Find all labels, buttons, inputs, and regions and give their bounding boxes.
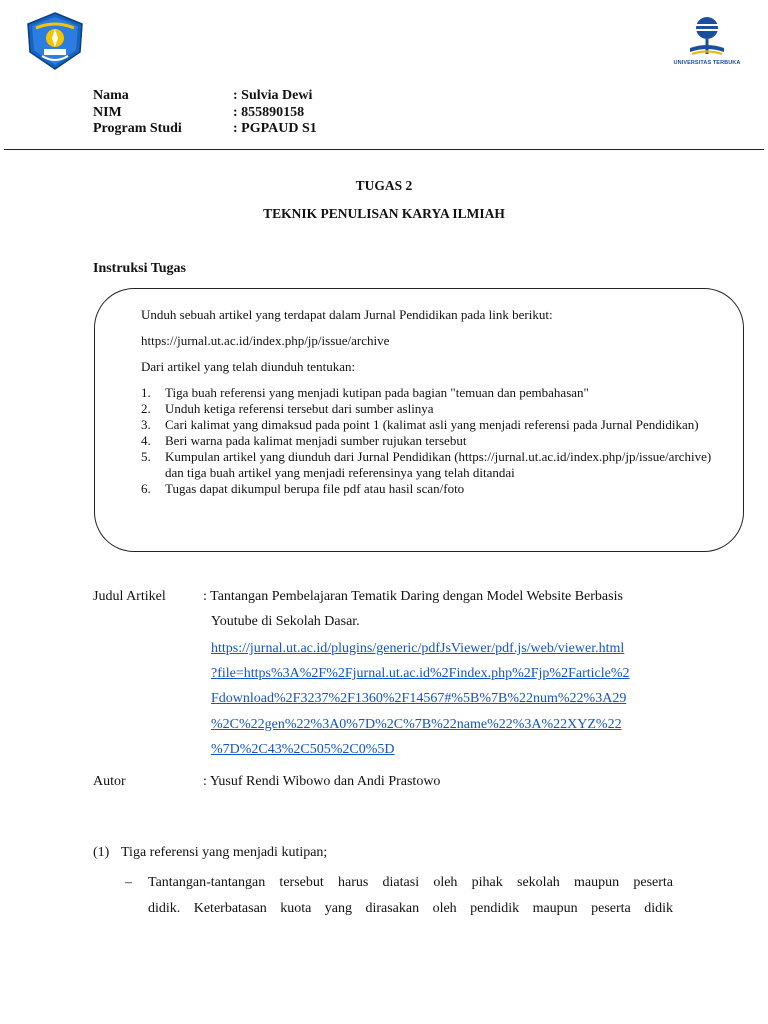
list-item <box>141 401 731 417</box>
article-link-line[interactable]: Fdownload%2F3237%2F1360%2F14567#%5B%7B%22num%22%3A29 <box>211 691 627 707</box>
name-value: : Sulvia Dewi <box>233 88 313 103</box>
instructions-url: https://jurnal.ut.ac.id/index.php/jp/issue/archive <box>141 333 390 348</box>
list-item-number: 3. <box>141 417 151 432</box>
section1-number: (1) <box>93 845 110 860</box>
list-item-text: Beri warna pada kalimat menjadi sumber rujukan tersebut <box>165 433 467 448</box>
article-link-line[interactable]: %7D%2C43%2C505%2C0%5D <box>211 741 395 757</box>
list-item-text: Cari kalimat yang dimaksud pada point 1 (kalimat asli yang menjadi referensi pada Jurnal Pendidikan) <box>165 417 699 432</box>
list-item <box>141 481 731 497</box>
article-title-block <box>93 585 693 635</box>
article-title-line1: : Tantangan Pembelajaran Tematik Daring dengan Model Website Berbasis <box>203 589 623 604</box>
instructions-lead: Dari artikel yang telah diunduh tentukan: <box>141 359 356 374</box>
kemdikbud-logo <box>24 12 86 70</box>
article-link-line[interactable]: %2C%22gen%22%3A0%7D%2C%7B%22name%22%3A%22XYZ%22 <box>211 716 622 732</box>
article-link-line[interactable]: ?file=https%3A%2F%2Fjurnal.ut.ac.id%2Findex.php%2Fjp%2Farticle%2 <box>211 666 630 682</box>
instructions-content <box>141 307 731 497</box>
program-row <box>93 121 317 138</box>
author-value: : Yusuf Rendi Wibowo dan Andi Prastowo <box>203 774 441 789</box>
list-item <box>141 417 731 433</box>
list-item-text: Tiga buah referensi yang menjadi kutipan pada bagian "temuan dan pembahasan" <box>165 385 589 400</box>
author-block <box>93 770 693 796</box>
ut-logo-text: UNIVERSITAS TERBUKA <box>673 60 741 66</box>
nim-label: NIM <box>93 104 122 120</box>
author-label: Autor <box>93 774 126 789</box>
instructions-list <box>141 385 731 497</box>
ut-logo <box>670 14 744 70</box>
section1-bullet <box>125 870 673 922</box>
instructions-intro: Unduh sebuah artikel yang terdapat dalam Jurnal Pendidikan pada link berikut: <box>141 307 553 322</box>
list-item <box>141 449 731 481</box>
list-item-number: 1. <box>141 385 151 400</box>
list-item-text: Unduh ketiga referensi tersebut dari sumber aslinya <box>165 401 434 416</box>
article-link[interactable] <box>211 636 630 762</box>
program-value: : PGPAUD S1 <box>233 121 317 136</box>
section1-title: Tiga referensi yang menjadi kutipan; <box>121 845 328 860</box>
program-label: Program Studi <box>93 121 182 136</box>
list-item <box>141 433 731 449</box>
instructions-heading: Instruksi Tugas <box>93 261 187 276</box>
list-item-number: 4. <box>141 433 151 448</box>
header-divider <box>4 149 764 150</box>
assignment-title: TUGAS 2 <box>355 178 413 193</box>
bullet-line1: Tantangan-tantangan tersebut harus diatasi oleh pihak sekolah maupun peserta <box>148 875 673 890</box>
nim-row <box>93 105 317 122</box>
list-item-number: 5. <box>141 449 151 464</box>
list-item-text: Kumpulan artikel yang diunduh dari Jurnal Pendidikan (https://jurnal.ut.ac.id/index.php/jp/issue/archive) dan tiga buah artikel yang menjadi referensinya yang telah ditandai <box>165 449 712 480</box>
list-item <box>141 385 731 401</box>
name-label: Nama <box>93 88 129 103</box>
section1-heading <box>93 845 327 861</box>
article-title-label: Judul Artikel <box>93 589 166 604</box>
list-item-text: Tugas dapat dikumpul berupa file pdf atau hasil scan/foto <box>165 481 465 496</box>
bullet-dash: – <box>125 875 132 890</box>
article-title-line2: Youtube di Sekolah Dasar. <box>211 613 360 629</box>
student-info <box>93 88 317 138</box>
list-item-number: 6. <box>141 481 151 496</box>
list-item-number: 2. <box>141 401 151 416</box>
course-title: TEKNIK PENULISAN KARYA ILMIAH <box>263 206 505 221</box>
article-link-line[interactable]: https://jurnal.ut.ac.id/plugins/generic/pdfJsViewer/pdf.js/web/viewer.html <box>211 641 625 656</box>
nim-value: : 855890158 <box>233 104 305 120</box>
name-row <box>93 88 317 105</box>
bullet-line2: didik. Keterbatasan kuota yang dirasakan oleh pendidik maupun peserta didik <box>148 901 673 916</box>
